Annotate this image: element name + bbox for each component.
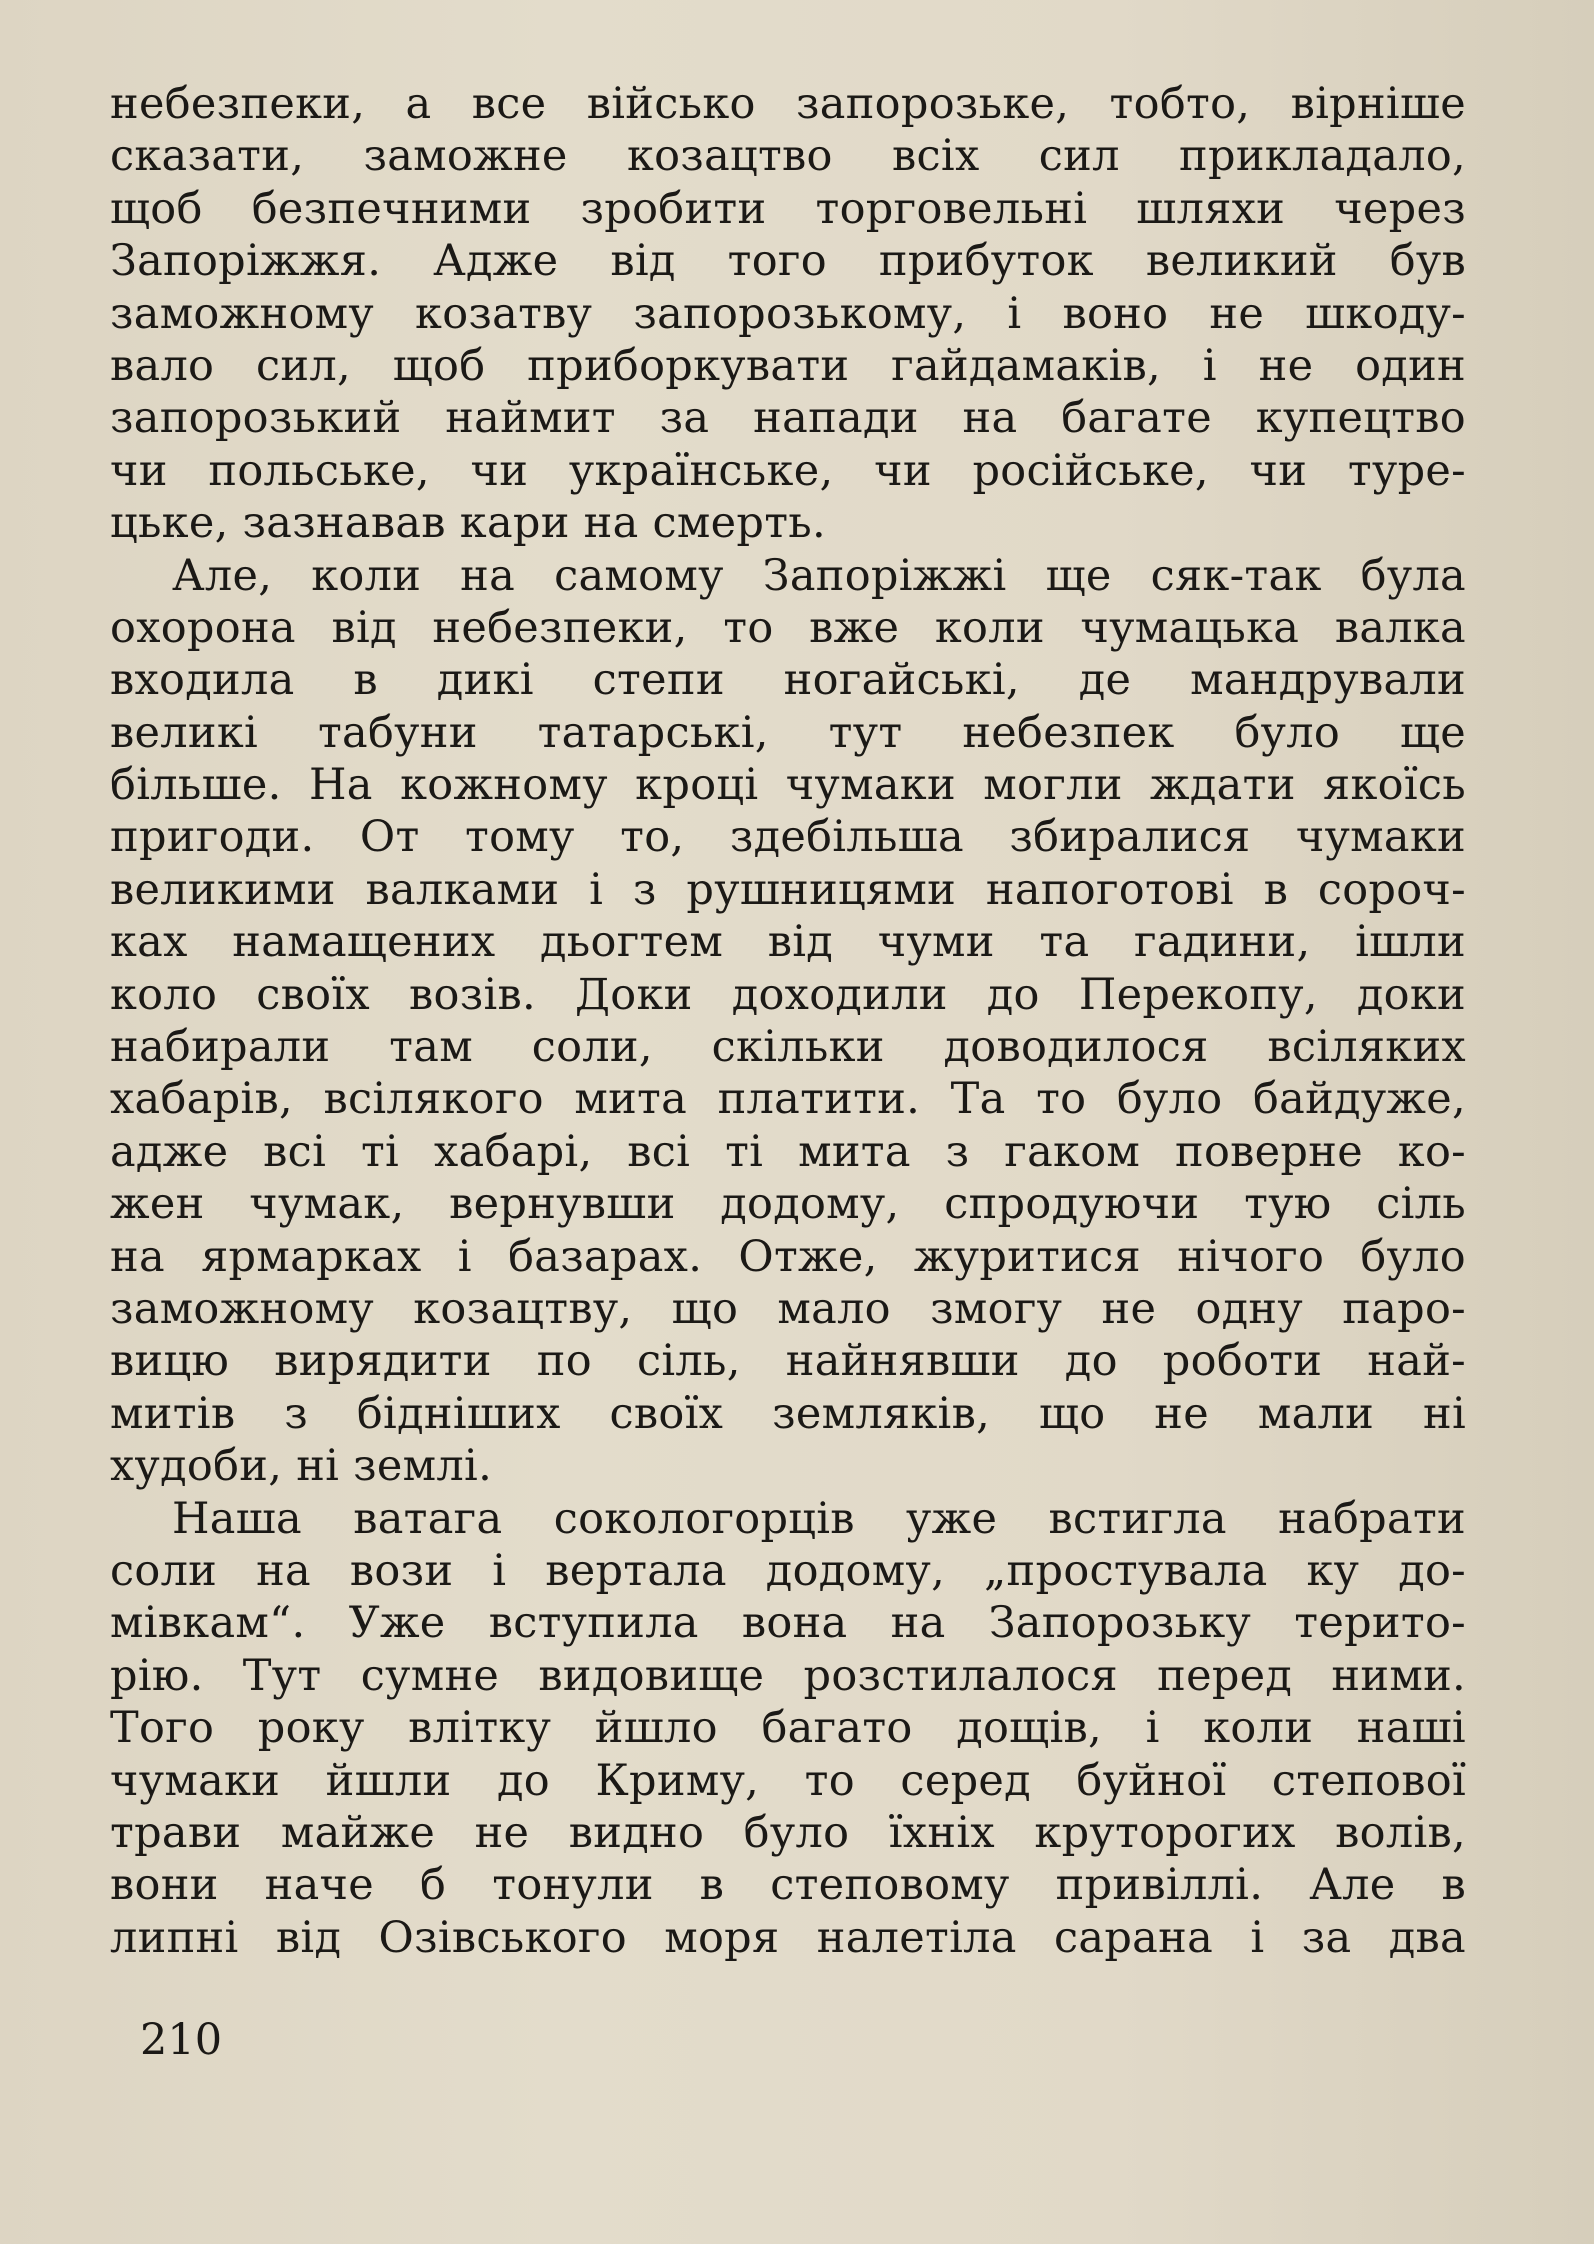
text-line: великі табуни татарські, тут небезпек було ще (110, 707, 1466, 758)
text-line: запорозький наймит за напади на багате купецтво (110, 393, 1466, 444)
text-line: чумаки йшли до Криму, то серед буйної степової (110, 1755, 1466, 1806)
text-line: адже всі ті хабарі, всі ті мита з гаком поверне ко- (110, 1126, 1466, 1177)
text-line: сказати, заможне козацтво всіх сил прикладало, (110, 131, 1466, 182)
text-line: худоби, ні землі. (110, 1441, 493, 1492)
text-line: соли на вози і вертала додому, „простувала ку до- (110, 1545, 1466, 1596)
text-line: жен чумак, вернувши додому, спродуючи тую сіль (110, 1179, 1466, 1230)
text-line: Наша ватага сокологорців уже встигла набрати (172, 1493, 1466, 1544)
text-line: чи польське, чи українське, чи російське, чи туре- (110, 445, 1466, 496)
text-line: щоб безпечними зробити торговельні шляхи через (110, 183, 1466, 234)
text-line: Запоріжжя. Адже від того прибуток великий був (110, 236, 1466, 287)
text-line: цьке, зазнавав кари на смерть. (110, 498, 826, 549)
text-line: мівкам“. Уже вступила вона на Запорозьку терито- (110, 1598, 1466, 1649)
text-line: коло своїх возів. Доки доходили до Перекопу, доки (110, 969, 1466, 1020)
text-line: вони наче б тонули в степовому привіллі. Але в (110, 1860, 1466, 1911)
text-line: заможному козатву запорозькому, і воно не шкоду- (110, 288, 1466, 339)
text-line: липні від Озівського моря налетіла сарана і за два (110, 1912, 1466, 1963)
text-line: небезпеки, а все військо запорозьке, тобто, вірніше (110, 79, 1466, 129)
text-line: трави майже не видно було їхніх круторогих волів, (110, 1807, 1466, 1858)
text-line: більше. На кожному кроці чумаки могли ждати якоїсь (110, 760, 1466, 811)
text-line: набирали там соли, скільки доводилося всіляких (110, 1022, 1466, 1073)
text-line: входила в дикі степи ногайські, де мандрували (110, 655, 1466, 706)
text-line: митів з бідніших своїх земляків, що не мали ні (110, 1388, 1466, 1439)
text-line: вало сил, щоб приборкувати гайдамаків, і не один (110, 340, 1466, 391)
text-line: заможному козацтву, що мало змогу не одну паро- (110, 1283, 1466, 1334)
text-line: Того року влітку йшло багато дощів, і коли наші (110, 1703, 1466, 1754)
page-number: 210 (140, 2015, 223, 2065)
text-line: хабарів, всілякого мита платити. Та то було байдуже, (110, 1074, 1466, 1125)
text-line: вицю вирядити по сіль, найнявши до роботи най- (110, 1336, 1466, 1387)
page-text (110, 78, 1466, 1964)
text-line: рію. Тут сумне видовище розстилалося перед ними. (110, 1650, 1466, 1701)
text-line: пригоди. От тому то, здебільша збиралися чумаки (110, 812, 1466, 863)
text-line: ках намащених дьогтем від чуми та гадини, ішли (110, 917, 1466, 968)
text-line: Але, коли на самому Запоріжжі ще сяк-так була (172, 550, 1466, 601)
text-line: охорона від небезпеки, то вже коли чумацька валка (110, 602, 1466, 653)
text-line: великими валками і з рушницями напоготові в сороч- (110, 864, 1466, 915)
text-line: на ярмарках і базарах. Отже, журитися нічого було (110, 1231, 1466, 1282)
